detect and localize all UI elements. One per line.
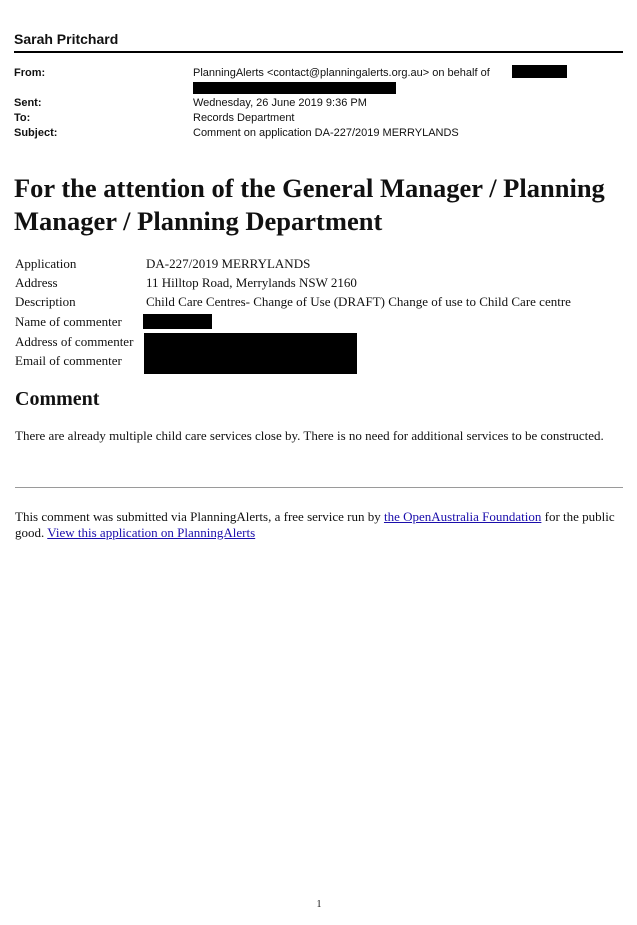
comment-body: There are already multiple child care services close by. There is no need for additional services to be constructed. (15, 428, 604, 443)
commenter-name-label: Name of commenter (15, 314, 122, 329)
redacted-commenter-address-email (144, 333, 357, 374)
redacted-sender-name (512, 65, 567, 78)
view-application-link[interactable]: View this application on PlanningAlerts (47, 525, 256, 540)
description-label: Description (15, 294, 76, 309)
sent-label: Sent: (14, 97, 42, 109)
application-label: Application (15, 256, 77, 271)
address-value: 11 Hilltop Road, Merrylands NSW 2160 (146, 275, 357, 290)
subject-label: Subject: (14, 127, 58, 139)
openaustralia-foundation-link[interactable]: the OpenAustralia Foundation (383, 509, 542, 524)
application-value: DA-227/2019 MERRYLANDS (146, 256, 311, 271)
subject-value: Comment on application DA-227/2019 MERRYLANDS (193, 127, 459, 139)
page-title: For the attention of the General Manager / Planning Manager / Planning Department (14, 173, 605, 236)
from-label: From: (14, 67, 46, 79)
to-label: To: (14, 112, 31, 124)
footer-text (15, 509, 625, 541)
footer-text-middle: for the public good. (15, 509, 615, 540)
redacted-sender-email (193, 82, 396, 94)
address-label: Address (15, 275, 58, 290)
sent-value: Wednesday, 26 June 2019 9:36 PM (193, 97, 367, 109)
from-value: PlanningAlerts <contact@planningalerts.org.au> on behalf of (193, 67, 490, 79)
to-value: Records Department (193, 112, 295, 124)
comment-heading: Comment (15, 388, 100, 410)
sender-name: Sarah Pritchard (14, 31, 119, 47)
commenter-email-label: Email of commenter (15, 353, 122, 368)
commenter-address-label: Address of commenter (15, 334, 134, 349)
header-divider (14, 51, 623, 53)
redacted-commenter-name (143, 314, 212, 329)
footer-text-before: This comment was submitted via PlanningAlerts, a free service run by (15, 509, 384, 524)
page-number: 1 (316, 899, 322, 910)
description-value: Child Care Centres- Change of Use (DRAFT) Change of use to Child Care centre (146, 294, 571, 309)
footer-divider (15, 487, 623, 488)
